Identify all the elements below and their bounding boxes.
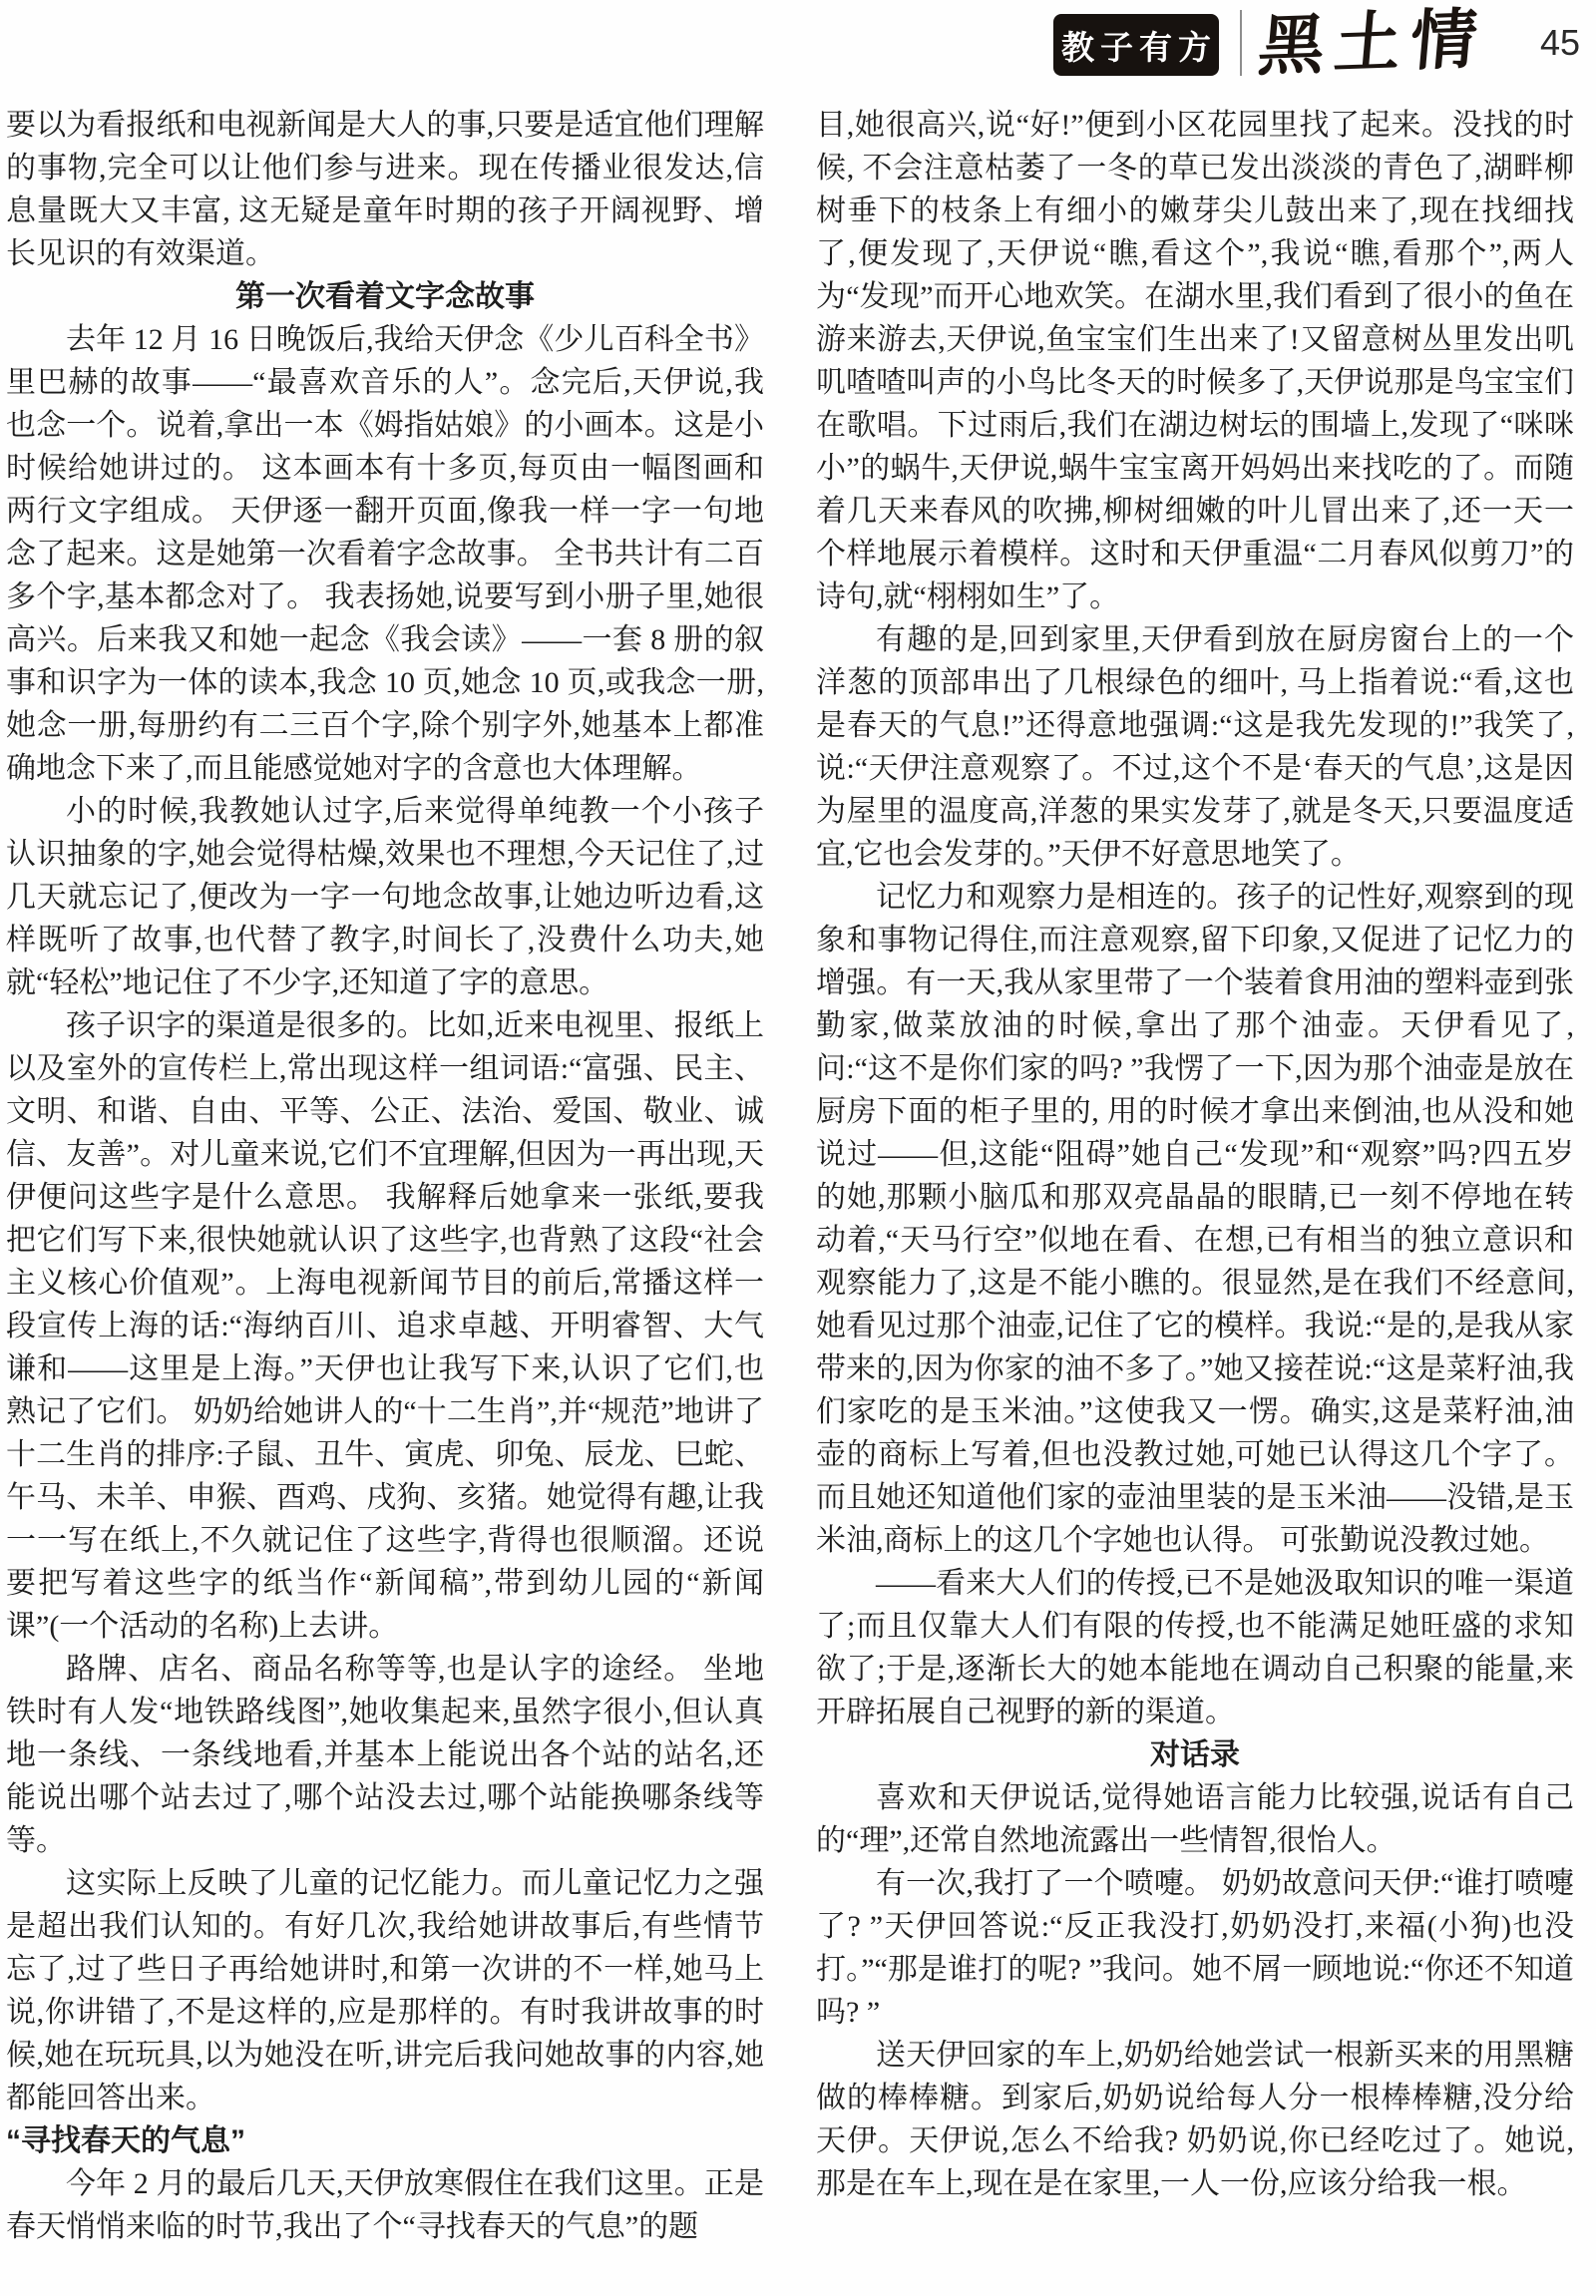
paragraph: 路牌、店名、商品名称等等,也是认字的途经。 坐地铁时有人发“地铁路线图”,她收集起来,虽然字很小,但认真地一条线、一条线地看,并基本上能说出各个站的站名,还能说出哪个站去过了,哪个站没去过,哪个站能换哪条线等等。	[6, 1653, 764, 1857]
paragraph-continued-from-left-column: 目,她很高兴,说“好!”便到小区花园里找了起来。没找的时候, 不会注意枯萎了一冬的草已发出淡淡的青色了,湖畔柳树垂下的枝条上有细小的嫩芽尖儿鼓出来了,现在找细找了,便发现了,天伊说“瞧,看这个”,我说“瞧,看那个”,两人为“发现”而开心地欢笑。在湖水里,我们看到了很小的鱼在游来游去,天伊说,鱼宝宝们生出来了!又留意树丛里发出叽叽喳喳叫声的小鸟比冬天的时候多了,天伊说那是鸟宝宝们在歌唱。下过雨后,我们在湖边树坛的围墙上,发现了“咪咪小”的蜗牛,天伊说,蜗牛宝宝离开妈妈出来找吃的了。而随着几天来春风的吹拂,柳树细嫩的叶儿冒出来了,还一天一个样地展示着模样。这时和天伊重温“二月春风似剪刀”的诗句,就“栩栩如生”了。	[816, 109, 1574, 613]
paragraph: 这实际上反映了儿童的记忆能力。而儿童记忆力之强是超出我们认知的。有好几次,我给她讲故事后,有些情节忘了,过了些日子再给她讲时,和第一次讲的不一样,她马上说,你讲错了,不是这样的,应是那样的。有时我讲故事的时候,她在玩玩具,以为她没在听,讲完后我问她故事的内容,她都能回答出来。	[6, 1867, 764, 2114]
paragraph: 去年 12 月 16 日晚饭后,我给天伊念《少儿百科全书》里巴赫的故事——“最喜欢音乐的人”。念完后,天伊说,我也念一个。说着,拿出一本《姆指姑娘》的小画本。这是小时候给她讲过的。 这本画本有十多页,每页由一幅图画和两行文字组成。 天伊逐一翻开页面,像我一样一字一句地念了起来。这是她第一次看着字念故事。 全书共计有二百多个字,基本都念对了。 我表扬她,说要写到小册子里,她很高兴。后来我又和她一起念《我会读》——一套 8 册的叙事和识字为一体的读本,我念 10 页,她念 10 页,或我念一册,她念一册,每册约有二三百个字,除个别字外,她基本上都准确地念下来了,而且能感觉她对字的含意也大体理解。	[6, 323, 764, 785]
left-column	[6, 104, 764, 2294]
paragraph: 有一次,我打了一个喷嚏。 奶奶故意问天伊:“谁打喷嚏了? ”天伊回答说:“反正我没打,奶奶没打,来福(小狗)也没打。”“那是谁打的呢? ”我问。她不屑一顾地说:“你还不知道吗? ”	[816, 1867, 1574, 2029]
magazine-logo: 黑土情	[1255, 3, 1490, 85]
right-column	[816, 104, 1574, 2294]
section-heading-first-time-reading: 第一次看着文字念故事	[235, 280, 535, 313]
paragraph: 孩子识字的渠道是很多的。比如,近来电视里、报纸上以及室外的宣传栏上,常出现这样一组词语:“富强、民主、文明、和谐、自由、平等、公正、法治、爱国、敬业、诚信、友善”。对儿童来说,它们不宜理解,但因为一再出现,天伊便问这些字是什么意思。 我解释后她拿来一张纸,要我把它们写下来,很快她就认识了这些字,也背熟了这段“社会主义核心价值观”。上海电视新闻节目的前后,常播这样一段宣传上海的话:“海纳百川、追求卓越、开明睿智、大气谦和——这里是上海。”天伊也让我写下来,认识了它们,也熟记了它们。 奶奶给她讲人的“十二生肖”,并“规范”地讲了十二生肖的排序:子鼠、丑牛、寅虎、卯兔、辰龙、巳蛇、午马、未羊、申猴、酉鸡、戌狗、亥猪。她觉得有趣,让我一一写在纸上,不久就记住了这些字,背得也很顺溜。还说要把写着这些字的纸当作“新闻稿”,带到幼儿园的“新闻课”(一个活动的名称)上去讲。	[6, 1009, 764, 1643]
section-label-badge: 教子有方	[1053, 14, 1219, 76]
section-heading-dialogue-record: 对话录	[1150, 1738, 1240, 1771]
paragraph: 今年 2 月的最后几天,天伊放寒假住在我们这里。正是春天悄悄来临的时节,我出了个“寻找春天的气息”的题	[6, 2167, 764, 2243]
header-divider	[1240, 10, 1242, 76]
paragraph: 小的时候,我教她认过字,后来觉得单纯教一个小孩子认识抽象的字,她会觉得枯燥,效果也不理想,今天记住了,过几天就忘记了,便改为一字一句地念故事,让她边听边看,这样既听了故事,也代替了教字,时间长了,没费什么功夫,她就“轻松”地记住了不少字,还知道了字的意思。	[6, 795, 764, 999]
page-number: 45	[1540, 22, 1581, 63]
paragraph: 喜欢和天伊说话,觉得她语言能力比较强,说话有自己的“理”,还常自然地流露出一些情智,很怡人。	[816, 1781, 1574, 1857]
paragraph: ——看来大人们的传授,已不是她汲取知识的唯一渠道了;而且仅靠大人们有限的传授,也不能满足她旺盛的求知欲了;于是,逐渐长大的她本能地在调动自己积聚的能量,来开辟拓展自己视野的新的渠道。	[816, 1567, 1574, 1728]
paragraph: 记忆力和观察力是相连的。孩子的记性好,观察到的现象和事物记得住,而注意观察,留下印象,又促进了记忆力的增强。有一天,我从家里带了一个装着食用油的塑料壶到张勤家,做菜放油的时候,拿出了那个油壶。天伊看见了,问:“这不是你们家的吗? ”我愣了一下,因为那个油壶是放在厨房下面的柜子里的, 用的时候才拿出来倒油,也从没和她说过——但,这能“阻碍”她自己“发现”和“观察”吗?四五岁的她,那颗小脑瓜和那双亮晶晶的眼睛,已一刻不停地在转动着,“天马行空”似地在看、在想,已有相当的独立意识和观察能力了,这是不能小瞧的。很显然,是在我们不经意间,她看见过那个油壶,记住了它的模样。我说:“是的,是我从家带来的,因为你家的油不多了。”她又接茬说:“这是菜籽油,我们家吃的是玉米油。”这使我又一愣。确实,这是菜籽油,油壶的商标上写着,但也没教过她,可她已认得这几个字了。而且她还知道他们家的壶油里装的是玉米油——没错,是玉米油,商标上的这几个字她也认得。 可张勤说没教过她。	[816, 881, 1574, 1557]
paragraph: 送天伊回家的车上,奶奶给她尝试一根新买来的用黑糖做的棒棒糖。到家后,奶奶说给每人分一根棒棒糖,没分给天伊。天伊说,怎么不给我? 奶奶说,你已经吃过了。她说,那是在车上,现在是在家里,一人一份,应该分给我一根。	[816, 2039, 1574, 2200]
paragraph: 有趣的是,回到家里,天伊看到放在厨房窗台上的一个洋葱的顶部串出了几根绿色的细叶, 马上指着说:“看,这也是春天的气息!”还得意地强调:“这是我先发现的!”我笑了,说:“天伊注意观察了。不过,这个不是‘春天的气息’,这是因为屋里的温度高,洋葱的果实发芽了,就是冬天,只要温度适宜,它也会发芽的。”天伊不好意思地笑了。	[816, 623, 1574, 871]
section-heading-seeking-spring: “寻找春天的气息”	[6, 2124, 245, 2157]
paragraph-continued-from-previous-page: 要以为看报纸和电视新闻是大人的事,只要是适宜他们理解的事物,完全可以让他们参与进来。现在传播业很发达,信息量既大又丰富, 这无疑是童年时期的孩子开阔视野、增长见识的有效渠道。	[6, 109, 764, 270]
